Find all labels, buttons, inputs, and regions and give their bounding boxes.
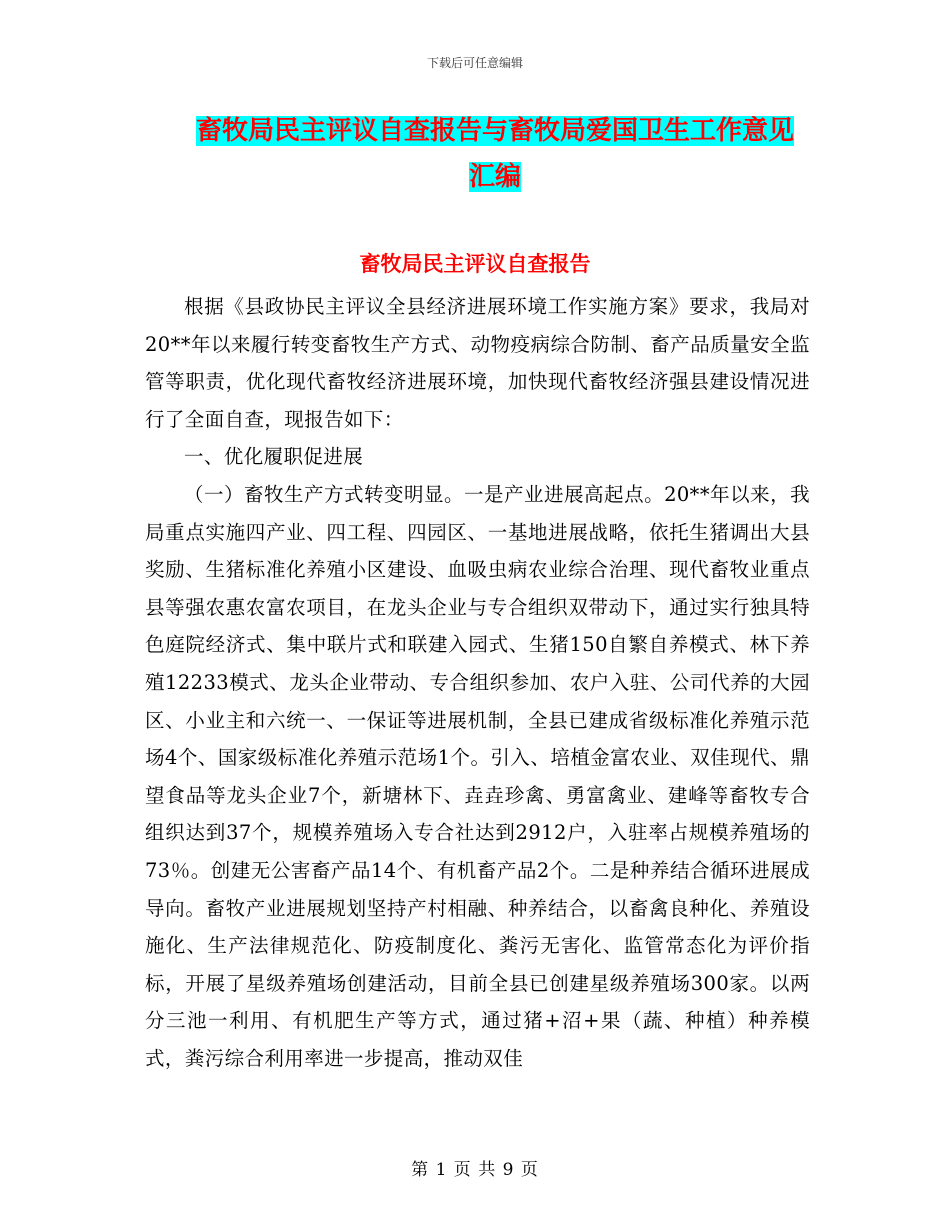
document-title-line-2: 汇编	[468, 162, 521, 192]
document-body	[145, 288, 810, 1077]
section-title: 畜牧局民主评议自查报告	[359, 251, 591, 276]
page-footer: 第 1 页 共 9 页	[411, 1160, 539, 1180]
document-title-line-1: 畜牧局民主评议自查报告与畜牧局爱国卫生工作意见	[195, 116, 794, 146]
header-note: 下载后可任意编辑	[426, 56, 523, 70]
body-heading: 一、优化履职促进展	[184, 445, 364, 469]
body-paragraph: 根据《县政协民主评议全县经济进展环境工作实施方案》要求，我局对20**年以来履行转变畜牧生产方式、动物疫病综合防制、畜产品质量安全监管等职责，优化现代畜牧经济进展环境，加快现代畜牧经济强县建设情况进行了全面自查，现报告如下：	[145, 295, 810, 431]
body-paragraph: （一）畜牧生产方式转变明显。一是产业进展高起点。20**年以来，我局重点实施四产业、四工程、四园区、一基地进展战略，依托生猪调出大县奖励、生猪标准化养殖小区建设、血吸虫病农业综合治理、现代畜牧业重点县等强农惠农富农项目，在龙头企业与专合组织双带动下，通过实行独具特色庭院经济式、集中联片式和联建入园式、生猪150自繁自养模式、林下养殖12233模式、龙头企业带动、专合组织参加、农户入驻、公司代养的大园区、小业主和六统一、一保证等进展机制，全县已建成省级标准化养殖示范场4个、国家级标准化养殖示范场1个。引入、培植金富农业、双佳现代、鼎望食品等龙头企业7个，新塘林下、垚垚珍禽、勇富禽业、建峰等畜牧专合组织达到37个，规模养殖场入专合社达到2912户，入驻率占规模养殖场的73％。创建无公害畜产品14个、有机畜产品2个。二是种养结合循环进展成导向。畜牧产业进展规划坚持产村相融、种养结合，以畜禽良种化、养殖设施化、生产法律规范化、防疫制度化、粪污无害化、监管常态化为评价指标，开展了星级养殖场创建活动，目前全县已创建星级养殖场300家。以两分三池一利用、有机肥生产等方式，通过猪+沼+果（蔬、种植）种养模式，粪污综合利用率进一步提高，推动双佳	[145, 482, 810, 1070]
document-title	[175, 108, 815, 200]
